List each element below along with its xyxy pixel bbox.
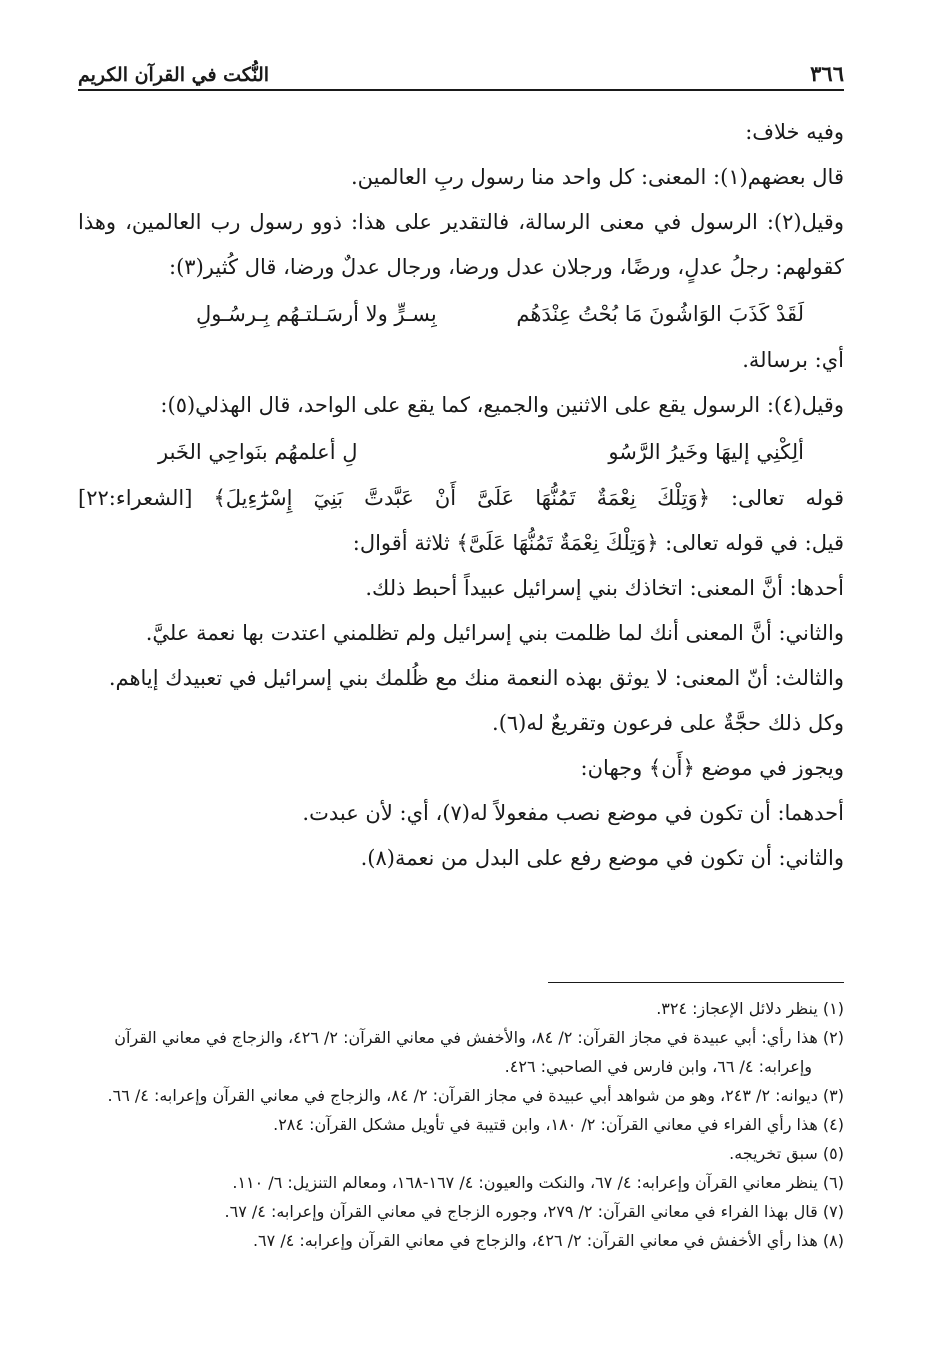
text-line: وقيل(٤): الرسول يقع على الاثنين والجميع، كما يقع على الواحد، قال الهذلي(٥): <box>160 393 844 417</box>
footnote-continuation <box>78 1052 844 1081</box>
text-line: وكل ذلك حجَّةٌ على فرعون وتقريعٌ له(٦). <box>492 711 844 735</box>
header-rule <box>78 89 844 91</box>
text-line: والثاني: أن تكون في موضع رفع على البدل من نعمة(٨). <box>360 846 844 870</box>
footnote: (٧) قال بهذا الفراء في معاني القرآن: ٢/ ٢٧٩، وجوره الزجاج في معاني القرآن وإعرابه: ٤/ ٦٧. <box>224 1202 844 1221</box>
footnote: (٥) سبق تخريجه. <box>729 1144 844 1163</box>
footnote: (٤) هذا رأي الفراء في معاني القرآن: ٢/ ١٨٠، وابن قتيبة في تأويل مشكل القرآن: ٢٨٤. <box>273 1115 844 1134</box>
text-line: وقيل(٢): الرسول في معنى الرسالة، فالتقدير على هذا: ذوو رسول رب العالمين، وهذا <box>78 210 844 234</box>
text-line: أحدهما: أن تكون في موضع نصب مفعولاً له(٧)، أي: لأن عبدت. <box>302 801 844 825</box>
footnote-text: وإعرابه: ٤/ ٦٦، وابن فارس في الصاحبي: ٤٢٦. <box>504 1057 812 1076</box>
poetry-verse <box>78 290 844 338</box>
verse-second-hemistich: لِ أعلمهُم بنَواحِي الخَبر <box>158 440 358 464</box>
text-line: أي: برسالة. <box>742 348 844 372</box>
footnote: (٢) هذا رأي: أبي عبيدة في مجاز القرآن: ٢/ ٨٤، والأخفش في معاني القرآن: ٢/ ٤٢٦، والزجاج في معاني القرآن <box>114 1028 844 1047</box>
text-line: قيل: في قوله تعالى: ﴿وَتِلْكَ نِعْمَةٌ تَمُنُّهَا عَلَىَّ﴾ ثلاثة أقوال: <box>352 531 844 555</box>
verse-first-hemistich: لَقَدْ كَذَبَ الوَاشُونَ مَا بُحْتُ عِنْدَهُم <box>516 302 804 326</box>
text-line: قوله تعالى: ﴿وَتِلْكَ نِعْمَةٌ تَمُنُّهَا عَلَىَّ أَنْ عَبَّدتَّ بَنِيٓ إِسْرَٰٓءِيلَ﴾ [الشعراء:٢٢] <box>78 486 844 510</box>
page-header <box>78 52 844 86</box>
text-line: كقولهم: رجلُ عدلٍ، ورضًا، ورجلان عدل ورضا، ورجال عدلٌ ورضا، قال كُثير(٣): <box>169 255 844 279</box>
text-line: أحدها: أنَّ المعنى: اتخاذك بني إسرائيل عبيداً أحبط ذلك. <box>365 576 844 600</box>
text-line: وفيه خلاف: <box>745 120 844 144</box>
footnote: (١) ينظر دلائل الإعجاز: ٣٢٤. <box>656 999 844 1018</box>
footnotes <box>78 994 844 1255</box>
text-line: والثاني: أنَّ المعنى أنك لما ظلمت بني إسرائيل ولم تظلمني اعتدت بها نعمة عليَّ. <box>145 621 844 645</box>
text-line: قال بعضهم(١): المعنى: كل واحد منا رسول ربِ العالمين. <box>350 165 844 189</box>
text-line: والثالث: أنّ المعنى: لا يوثق بهذه النعمة منك مع ظُلمك بني إسرائيل في تعبيدك إياهم. <box>108 666 844 690</box>
running-title: النُّكت في القرآن الكريم <box>78 64 270 86</box>
footnote: (٨) هذا رأي الأخفش في معاني القرآن: ٢/ ٤٢٦، والزجاج في معاني القرآن وإعرابه: ٤/ ٦٧. <box>252 1231 844 1250</box>
footnote: (٣) ديوانه: ٢/ ٢٤٣، وهو من شواهد أبي عبيدة في مجاز القرآن: ٢/ ٨٤، والزجاج في معاني القرآن وإعرابه: ٤/ ٦٦. <box>107 1086 844 1105</box>
page-number: ٣٦٦ <box>810 61 844 86</box>
footnote: (٦) ينظر معاني القرآن وإعرابه: ٤/ ٦٧، والنكت والعيون: ٤/ ١٦٧-١٦٨، ومعالم التنزيل: ٦/ ١١٠. <box>232 1173 844 1192</box>
footnote-separator <box>548 982 844 983</box>
text-line: ويجوز في موضع ﴿أَن﴾ وجهان: <box>580 756 844 780</box>
poetry-verse <box>78 428 844 476</box>
verse-second-hemistich: بِسـرٍّ ولا أرسَـلتـهُم بِـرسُـولِ <box>196 302 437 326</box>
verse-first-hemistich: ألِكْنِي إليهَا وخَيرُ الرَّسُو <box>608 440 804 464</box>
main-text <box>78 110 844 881</box>
